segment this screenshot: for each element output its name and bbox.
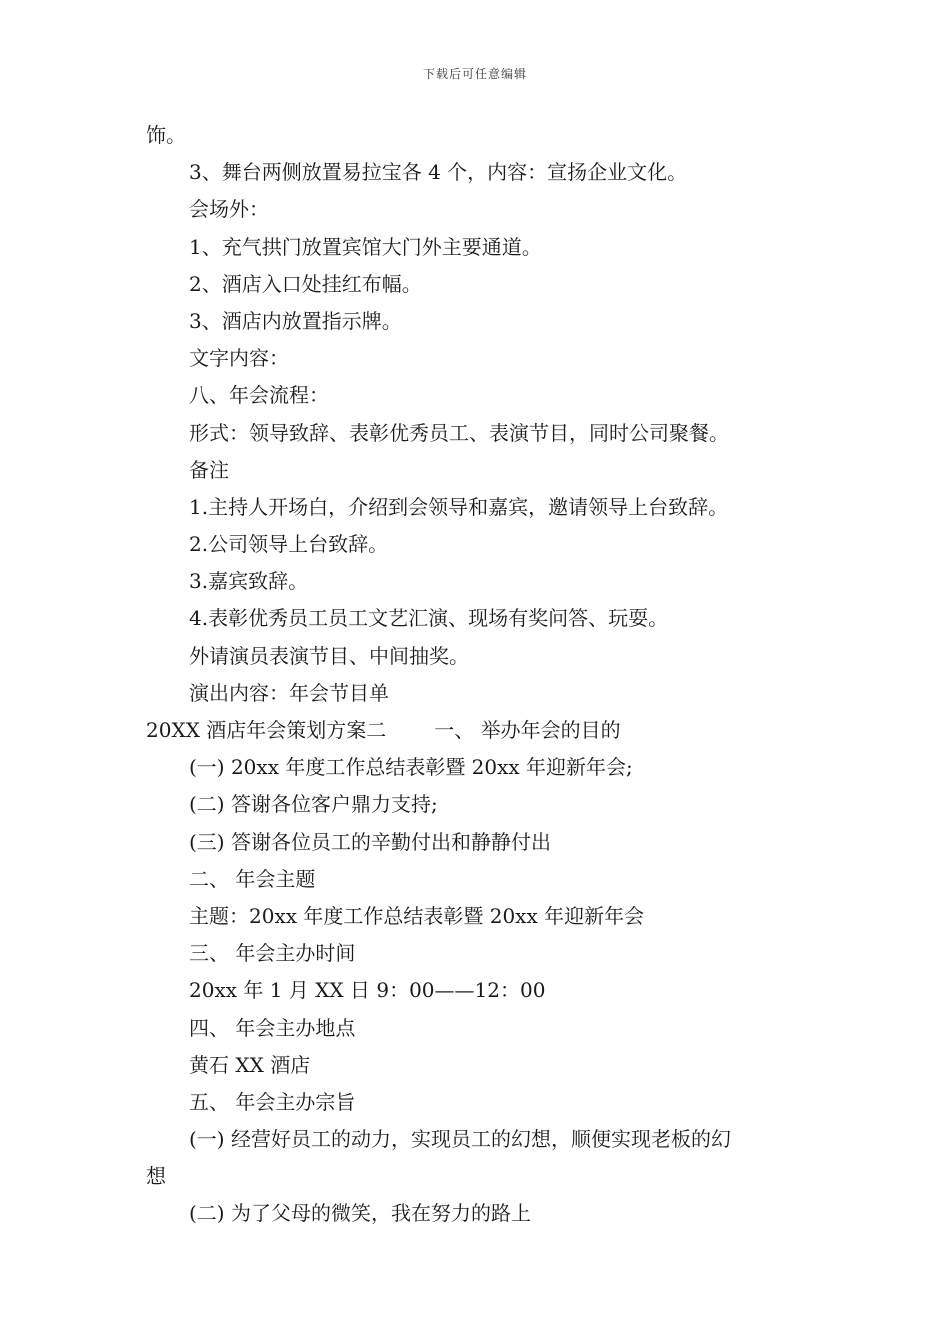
paragraph-line: 20xx 年 1 月 XX 日 9：00——12：00	[189, 978, 546, 1003]
paragraph-line: 外请演员表演节目、中间抽奖。	[189, 643, 469, 668]
paragraph-line: 备注	[189, 457, 229, 482]
list-item: (二) 答谢各位客户鼎力支持;	[189, 792, 438, 817]
paragraph-line: 3、酒店内放置指示牌。	[189, 308, 402, 333]
section-heading: 五、 年会主办宗旨	[189, 1089, 356, 1114]
paragraph-line: 2、酒店入口处挂红布幅。	[189, 271, 422, 296]
paragraph-line: 文字内容：	[189, 346, 289, 371]
paragraph-line: 演出内容：年会节目单	[189, 680, 389, 705]
section-heading: 三、 年会主办时间	[189, 941, 356, 966]
paragraph-line: 会场外：	[189, 197, 269, 222]
paragraph-line: 1、充气拱门放置宾馆大门外主要通道。	[189, 234, 542, 259]
page-header: 下载后可任意编辑	[422, 67, 527, 81]
paragraph-line: 黄石 XX 酒店	[189, 1052, 311, 1077]
paragraph-line: 饰。	[146, 123, 186, 147]
section-heading: 四、 年会主办地点	[189, 1015, 356, 1040]
document-title: 20XX 酒店年会策划方案二	[146, 718, 387, 742]
paragraph-line: 主题：20xx 年度工作总结表彰暨 20xx 年迎新年会	[189, 903, 645, 928]
list-item: 2.公司领导上台致辞。	[189, 532, 389, 557]
section-heading: 一、 举办年会的目的	[434, 718, 621, 742]
list-item: 4.表彰优秀员工员工文艺汇演、现场有奖问答、玩耍。	[189, 606, 669, 631]
list-item: 1.主持人开场白，介绍到会领导和嘉宾，邀请领导上台致辞。	[189, 494, 729, 519]
paragraph-line: 3、舞台两侧放置易拉宝各 4 个，内容：宣扬企业文化。	[189, 160, 688, 185]
list-item: (三) 答谢各位员工的辛勤付出和静静付出	[189, 829, 551, 854]
document-body	[146, 117, 826, 1233]
list-item: (一) 20xx 年度工作总结表彰暨 20xx 年迎新年会;	[189, 755, 633, 780]
list-item: 3.嘉宾致辞。	[189, 569, 309, 594]
list-item: (一) 经营好员工的动力，实现员工的幻想，顺便实现老板的幻	[189, 1127, 731, 1152]
paragraph-line: 想	[146, 1164, 166, 1189]
paragraph-line: 形式：领导致辞、表彰优秀员工、表演节目，同时公司聚餐。	[189, 420, 729, 445]
list-item: (二) 为了父母的微笑，我在努力的路上	[189, 1201, 531, 1226]
section-heading: 八、年会流程：	[189, 383, 329, 408]
section-heading: 二、 年会主题	[189, 866, 316, 891]
document-title-line	[146, 712, 826, 749]
